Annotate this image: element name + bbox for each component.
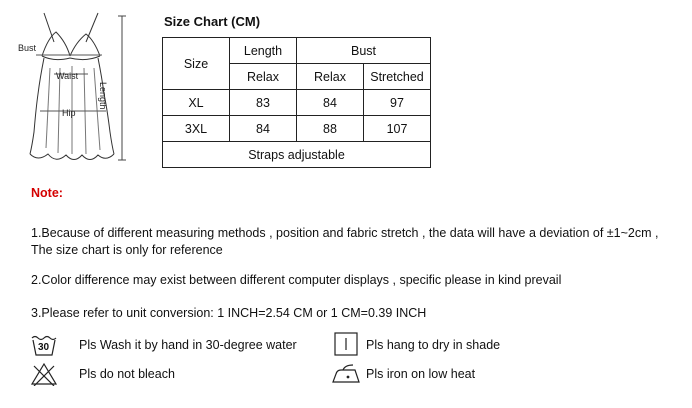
hip-label: Hip (62, 108, 76, 118)
size-chart-table (162, 37, 431, 168)
size-cell: 3XL (163, 116, 230, 142)
table-footer-row (163, 142, 431, 168)
straps-note: Straps adjustable (163, 142, 431, 168)
table-header-row (163, 38, 431, 64)
bust-relax-header: Relax (297, 64, 364, 90)
length-cell: 83 (230, 90, 297, 116)
size-chart-title: Size Chart (CM) (164, 14, 261, 29)
dry-instruction: Pls hang to dry in shade (366, 338, 501, 352)
table-row (163, 116, 431, 142)
length-header: Length (230, 38, 297, 64)
bust-label: Bust (18, 43, 37, 53)
wash-instruction: Pls Wash it by hand in 30-degree water (79, 338, 297, 352)
bust-relax-cell: 84 (297, 90, 364, 116)
bust-stretched-cell: 97 (364, 90, 431, 116)
size-cell: XL (163, 90, 230, 116)
wash-temperature: 30 (38, 342, 50, 353)
size-header: Size (163, 38, 230, 90)
note-item-3: 3.Please refer to unit conversion: 1 INCH=2.54 CM or 1 CM=0.39 INCH (31, 306, 427, 320)
dress-illustration (14, 8, 140, 168)
hand-wash-icon (31, 334, 57, 358)
table-row (163, 90, 431, 116)
note-item-2: 2.Color difference may exist between different computer displays , specific please in kind prevail (31, 273, 562, 287)
dry-in-shade-icon (333, 332, 359, 356)
iron-instruction: Pls iron on low heat (366, 367, 476, 381)
note-item-1-line-2: The size chart is only for reference (31, 243, 223, 257)
no-bleach-icon (30, 362, 56, 386)
note-item-1 (31, 225, 691, 259)
length-cell: 84 (230, 116, 297, 142)
bust-stretched-header: Stretched (364, 64, 431, 90)
waist-label: Waist (56, 71, 79, 81)
dress-measurement-figure (14, 8, 140, 168)
bleach-instruction: Pls do not bleach (79, 367, 175, 381)
bust-header: Bust (297, 38, 431, 64)
length-relax-header: Relax (230, 64, 297, 90)
iron-low-heat-icon (331, 362, 357, 386)
length-label: Length (98, 82, 108, 110)
bust-stretched-cell: 107 (364, 116, 431, 142)
note-item-1-line-1: 1.Because of different measuring methods , position and fabric stretch , the data will have a deviation of ±1~2cm , (31, 226, 659, 240)
note-title: Note: (31, 186, 63, 200)
bust-relax-cell: 88 (297, 116, 364, 142)
